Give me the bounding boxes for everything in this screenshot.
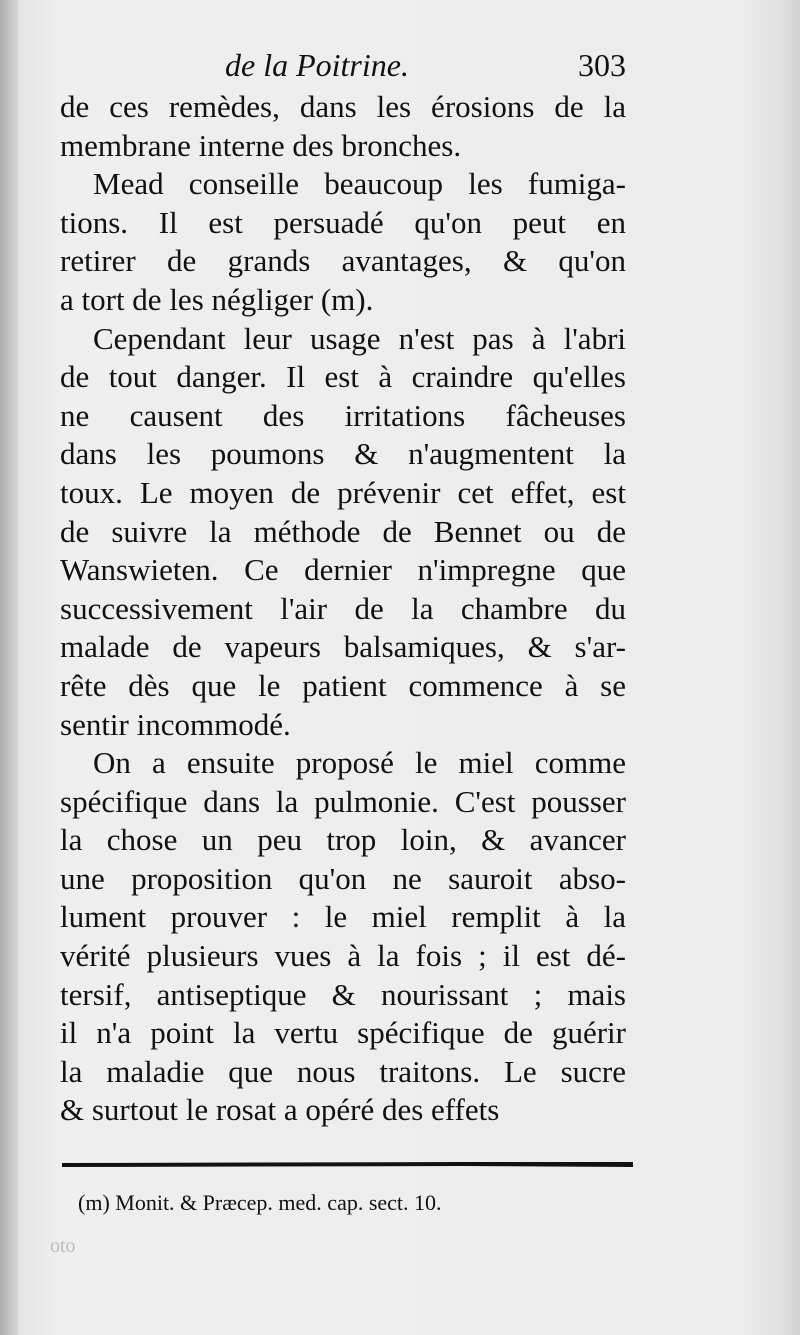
text-line: Cependant leur usage n'est pas à l'abri (93, 320, 626, 356)
text-line: tions. Il est persuadé qu'on peut en (60, 204, 626, 240)
text-line: toux. Le moyen de prévenir cet effet, est (60, 474, 626, 510)
page-gutter-shadow (0, 0, 18, 1335)
text-line: la maladie que nous traitons. Le sucre (60, 1053, 626, 1089)
text-line: sentir incommodé. (60, 706, 291, 742)
bleed-through-text: oto (50, 1235, 76, 1257)
page-number: 303 (578, 47, 626, 83)
text-line: malade de vapeurs balsamiques, & s'ar- (60, 629, 626, 665)
text-line: il n'a point la vertu spécifique de guérir (60, 1015, 626, 1051)
text-line: On a ensuite proposé le miel comme (93, 745, 626, 781)
text-line: ne causent des irritations fâcheuses (60, 397, 626, 433)
text-line: une proposition qu'on ne sauroit abso- (60, 860, 626, 896)
text-line: de suivre la méthode de Bennet ou de (60, 513, 626, 549)
text-line: vérité plusieurs vues à la fois ; il est dé- (60, 938, 626, 974)
text-line: membrane interne des bronches. (60, 127, 462, 163)
text-line: lument prouver : le miel remplit à la (60, 899, 626, 935)
text-line: & surtout le rosat a opéré des effets (60, 1092, 500, 1128)
body-text (60, 88, 626, 1130)
page-header (60, 40, 626, 90)
text-line: de tout danger. Il est à craindre qu'elles (60, 359, 626, 395)
text-line: dans les poumons & n'augmentent la (60, 436, 626, 472)
footnote: (m) Monit. & Præcep. med. cap. sect. 10. (78, 1190, 442, 1215)
running-head: de la Poitrine. (225, 47, 409, 83)
text-line: Mead conseille beaucoup les fumiga- (93, 166, 626, 202)
text-line: de ces remèdes, dans les érosions de la (60, 89, 626, 124)
text-line: a tort de les négliger (m). (60, 281, 374, 317)
text-line: spécifique dans la pulmonie. C'est pousser (60, 783, 626, 819)
text-line: la chose un peu trop loin, & avancer (60, 822, 626, 858)
text-line: rête dès que le patient commence à se (60, 667, 626, 703)
text-line: retirer de grands avantages, & qu'on (60, 243, 626, 279)
text-line: Wanswieten. Ce dernier n'impregne que (60, 552, 626, 588)
footnote-rule (60, 1160, 635, 1168)
text-line: tersif, antiseptique & nourissant ; mais (60, 976, 626, 1012)
text-line: successivement l'air de la chambre du (60, 590, 626, 626)
